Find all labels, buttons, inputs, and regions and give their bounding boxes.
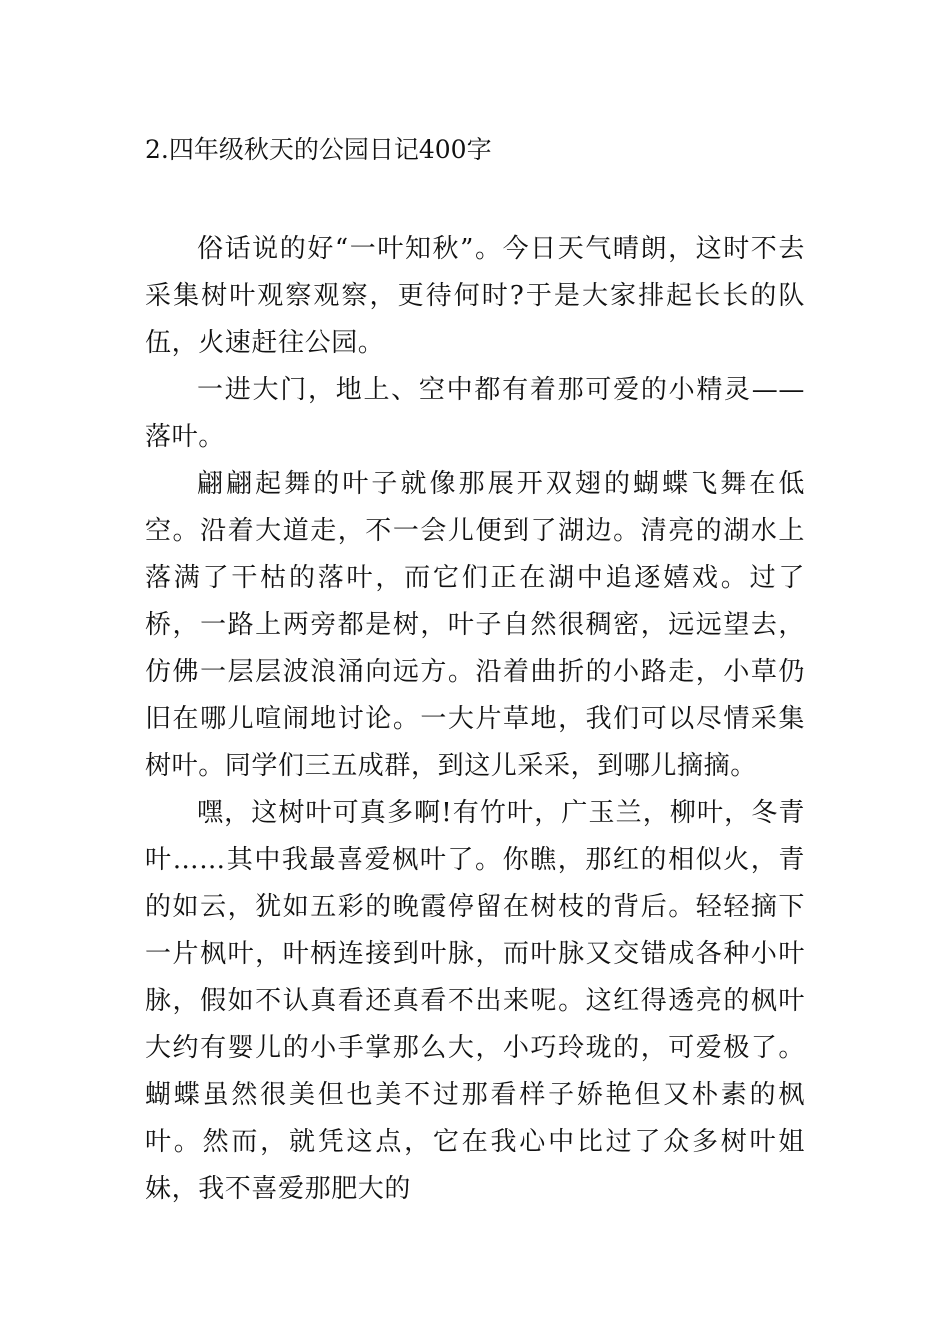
paragraph-1: 俗话说的好“一叶知秋”。今日天气晴朗，这时不去采集树叶观察观察，更待何时?于是大家排起长长的队伍，火速赶往公园。 (145, 234, 805, 358)
paragraph-4: 嘿，这树叶可真多啊!有竹叶，广玉兰，柳叶，冬青叶……其中我最喜爱枫叶了。你瞧，那红的相似火，青的如云，犹如五彩的晚霞停留在树枝的背后。轻轻摘下一片枫叶，叶柄连接到叶脉，而叶脉又交错成各种小叶脉，假如不认真看还真看不出来呢。这红得透亮的枫叶大约有婴儿的小手掌那么大，小巧玲珑的，可爱极了。蝴蝶虽然很美但也美不过那看样子娇艳但又朴素的枫叶。然而，就凭这点，它在我心中比过了众多树叶姐妹，我不喜爱那肥大的 (145, 798, 805, 1204)
document-title: 2.四年级秋天的公园日记400字 (145, 135, 492, 164)
paragraph-2: 一进大门，地上、空中都有着那可爱的小精灵——落叶。 (145, 375, 805, 452)
document-body (145, 226, 805, 1213)
paragraph-3: 翩翩起舞的叶子就像那展开双翅的蝴蝶飞舞在低空。沿着大道走，不一会儿便到了湖边。清亮的湖水上落满了干枯的落叶，而它们正在湖中追逐嬉戏。过了桥，一路上两旁都是树，叶子自然很稠密，远远望去，仿佛一层层波浪涌向远方。沿着曲折的小路走，小草仍旧在哪儿喧闹地讨论。一大片草地，我们可以尽情采集树叶。同学们三五成群，到这儿采采，到哪儿摘摘。 (145, 469, 805, 781)
